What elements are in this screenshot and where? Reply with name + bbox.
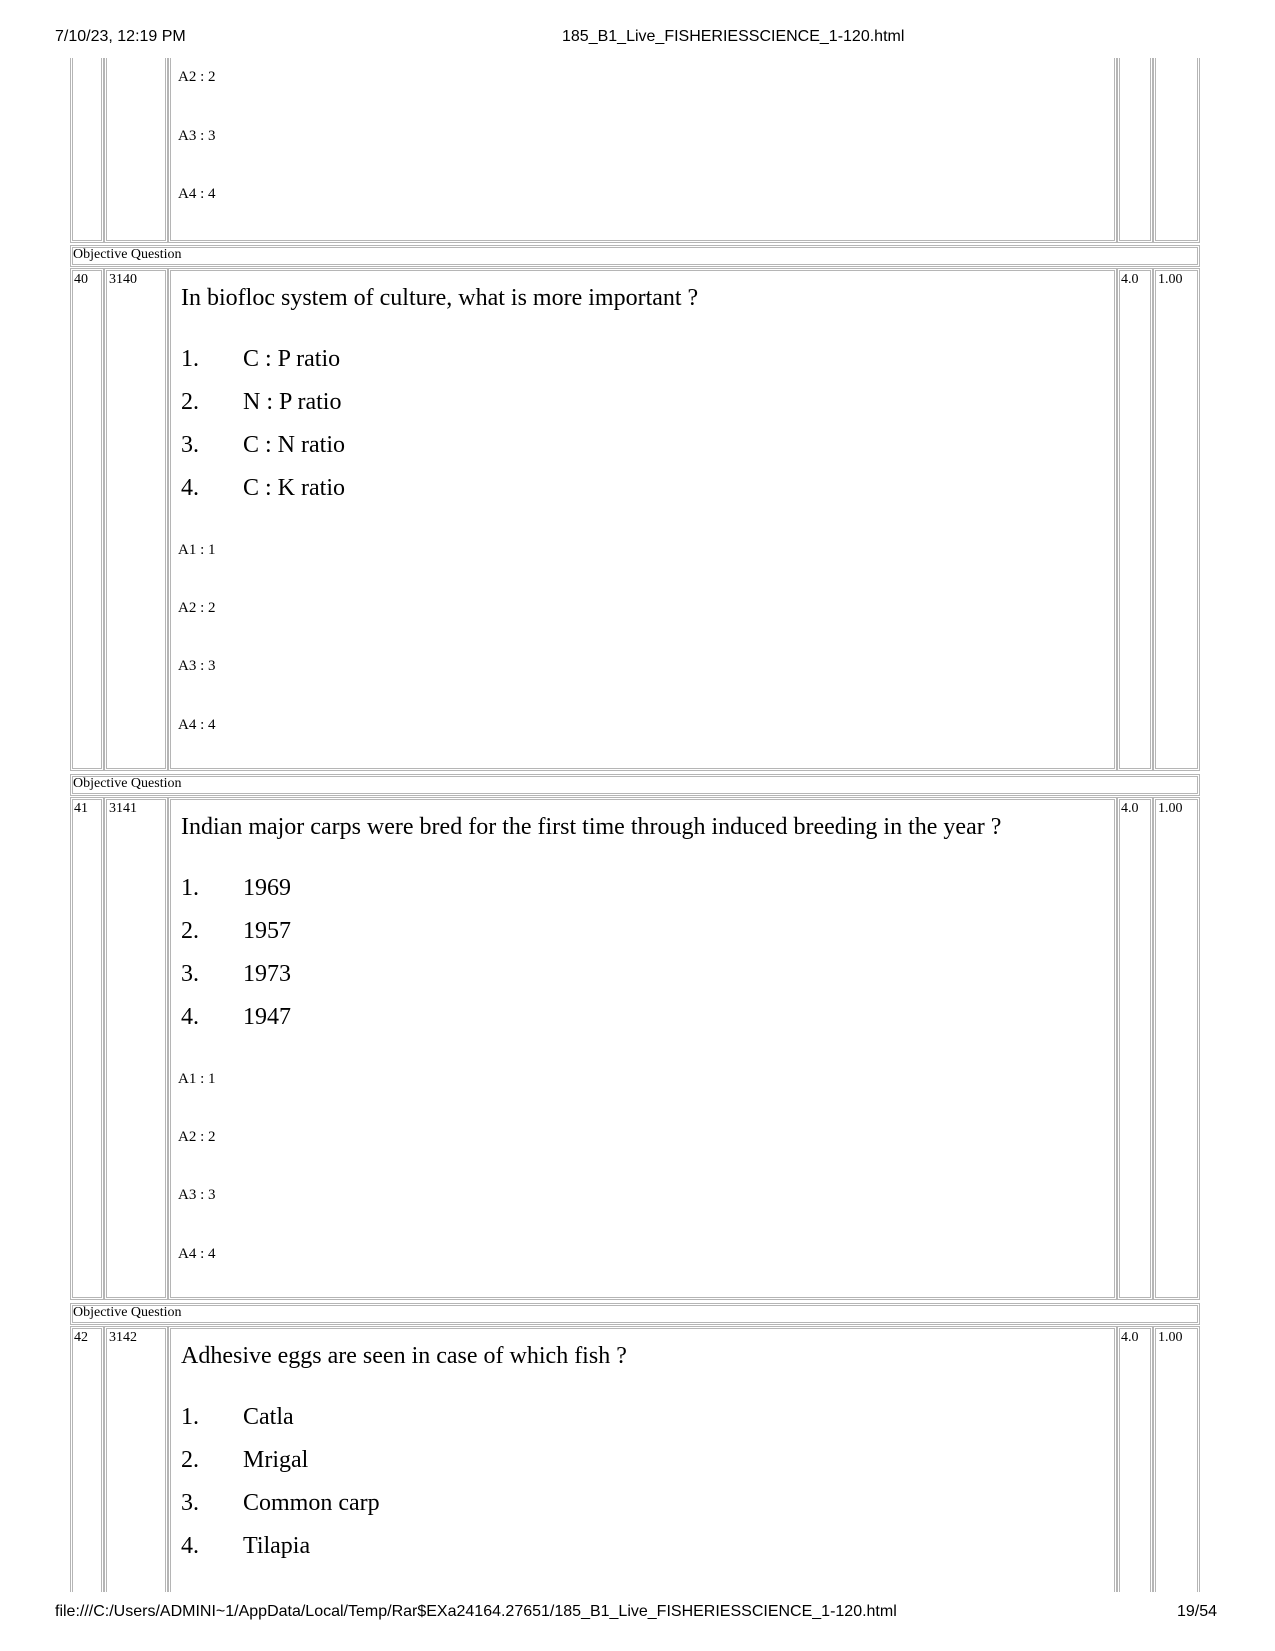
option-item [181, 961, 291, 988]
answer-key-item: A4 : 4 [178, 186, 216, 202]
id-cell [104, 1326, 168, 1592]
option-text: 1973 [243, 961, 291, 987]
option-text: Catla [243, 1404, 294, 1430]
question-text: Adhesive eggs are seen in case of which fish ? [181, 1343, 627, 1369]
option-text: N : P ratio [243, 389, 342, 415]
option-number: 4. [181, 1533, 199, 1559]
id-cell [104, 58, 168, 243]
question-text: In biofloc system of culture, what is more important ? [181, 285, 699, 311]
answer-key-item: A1 : 1 [178, 1071, 216, 1087]
question-number: 41 [74, 801, 88, 816]
option-text: Mrigal [243, 1447, 309, 1473]
answer-key-item: A1 : 1 [178, 542, 216, 558]
page-number: 19/54 [1177, 1603, 1218, 1620]
section-label: Objective Question [73, 1305, 182, 1320]
content-cell [168, 797, 1117, 1300]
negative-marks: 1.00 [1158, 1330, 1183, 1345]
question-marks: 4.0 [1121, 1330, 1139, 1345]
option-number: 1. [181, 1404, 199, 1430]
answer-key-item: A4 : 4 [178, 1246, 216, 1262]
print-file-path: file:///C:/Users/ADMINI~1/AppData/Local/Temp/Rar$EXa24164.27651/185_B1_Live_FISHERIESSCIENCE_1-120.html [55, 1603, 897, 1620]
answer-key-item: A3 : 3 [178, 658, 216, 674]
option-item [181, 918, 291, 945]
neg-cell [1153, 58, 1200, 243]
option-item [181, 389, 341, 416]
option-text: 1969 [243, 875, 291, 901]
answer-key-item: A2 : 2 [178, 600, 216, 616]
num-cell [70, 58, 104, 243]
option-number: 1. [181, 346, 199, 372]
section-row [70, 245, 1200, 267]
option-item [181, 1404, 294, 1431]
neg-cell [1153, 797, 1200, 1300]
num-cell [70, 797, 104, 1300]
option-number: 3. [181, 961, 199, 987]
option-text: Common carp [243, 1490, 380, 1516]
answer-key-item: A2 : 2 [178, 1129, 216, 1145]
section-row [70, 1303, 1200, 1325]
option-item [181, 1533, 310, 1560]
option-item [181, 475, 345, 502]
option-text: C : N ratio [243, 432, 345, 458]
option-item [181, 346, 340, 373]
print-datetime: 7/10/23, 12:19 PM [55, 28, 186, 45]
num-cell [70, 268, 104, 771]
question-number: 42 [74, 1330, 88, 1345]
question-id: 3142 [109, 1330, 137, 1345]
option-number: 3. [181, 432, 199, 458]
option-number: 2. [181, 389, 199, 415]
option-number: 2. [181, 1447, 199, 1473]
section-label: Objective Question [73, 776, 182, 791]
option-text: C : P ratio [243, 346, 341, 372]
question-number: 40 [74, 272, 88, 287]
question-marks: 4.0 [1121, 801, 1139, 816]
option-text: C : K ratio [243, 475, 345, 501]
answer-key-item: A3 : 3 [178, 128, 216, 144]
answer-key-item: A3 : 3 [178, 1187, 216, 1203]
content-cell [168, 268, 1117, 771]
answer-key-item: A4 : 4 [178, 717, 216, 733]
option-number: 3. [181, 1490, 199, 1516]
option-item [181, 1004, 291, 1031]
section-row [70, 774, 1200, 796]
answer-key-item: A2 : 2 [178, 69, 216, 85]
negative-marks: 1.00 [1158, 801, 1183, 816]
neg-cell [1153, 1326, 1200, 1592]
option-text: 1947 [243, 1004, 291, 1030]
option-item [181, 1447, 308, 1474]
option-number: 1. [181, 875, 199, 901]
neg-cell [1153, 268, 1200, 771]
section-label: Objective Question [73, 247, 182, 262]
option-item [181, 1490, 380, 1517]
option-number: 2. [181, 918, 199, 944]
content-cell [168, 58, 1117, 243]
option-text: 1957 [243, 918, 291, 944]
question-id: 3141 [109, 801, 137, 816]
question-marks: 4.0 [1121, 272, 1139, 287]
negative-marks: 1.00 [1158, 272, 1183, 287]
option-number: 4. [181, 475, 199, 501]
marks-cell [1117, 1326, 1153, 1592]
marks-cell [1117, 58, 1153, 243]
option-item [181, 875, 291, 902]
num-cell [70, 1326, 104, 1592]
question-id: 3140 [109, 272, 137, 287]
option-text: Tilapia [243, 1533, 311, 1559]
option-item [181, 432, 345, 459]
option-number: 4. [181, 1004, 199, 1030]
question-text: Indian major carps were bred for the first time through induced breeding in the year ? [181, 814, 1002, 840]
marks-cell [1117, 797, 1153, 1300]
marks-cell [1117, 268, 1153, 771]
print-filename: 185_B1_Live_FISHERIESSCIENCE_1-120.html [562, 28, 905, 45]
id-cell [104, 268, 168, 771]
id-cell [104, 797, 168, 1300]
